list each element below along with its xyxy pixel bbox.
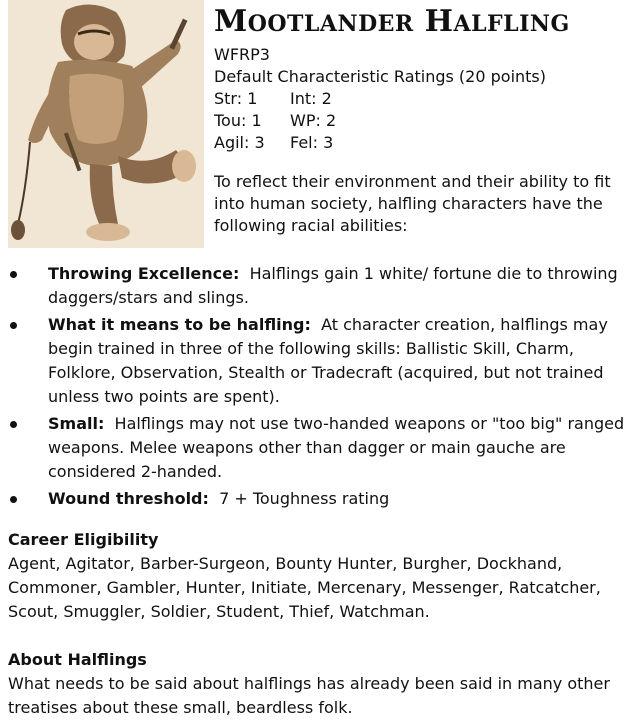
career-text: Agent, Agitator, Barber-Surgeon, Bounty Hunter, Burgher, Dockhand, Commoner, Gambler, Hunter, Initiate, Mercenary, Messenger, Ratcatcher, Scout, Smuggler, Soldier, Student, Thief, Watchman. [8, 554, 601, 621]
stat-str: Str: 1 [214, 89, 258, 108]
about-text: What needs to be said about halflings has already been said in many other treatises about these small, beardless folk. [8, 674, 610, 717]
stats-grid [214, 88, 626, 154]
stat-int: Int: 2 [290, 89, 332, 108]
intro-text: To reflect their environment and their ability to fit into human society, halfling characters have the following racial abilities: [214, 172, 611, 235]
subtitle: Default Characteristic Ratings (20 points) [214, 67, 546, 86]
list-item: Throwing Excellence: Halflings gain 1 white/ fortune die to throwing daggers/stars and slings. [8, 262, 630, 310]
about-section [8, 648, 630, 720]
bullet-icon [10, 322, 17, 329]
bullet-icon [10, 421, 17, 428]
stat-tou: Tou: 1 [214, 111, 262, 130]
list-item: Wound threshold: 7 + Toughness rating [8, 487, 630, 511]
list-item: What it means to be halfling: At character creation, halflings may begin trained in three of the following skills: Ballistic Skill, Charm, Folklore, Observation, Stealth or Tradecraft (acquired, but not trained unless two points are spent). [8, 313, 630, 409]
career-section [8, 528, 630, 624]
bullet-icon [10, 496, 17, 503]
bullet-icon [10, 271, 17, 278]
stat-agil: Agil: 3 [214, 133, 265, 152]
header [214, 2, 626, 253]
stat-wp: WP: 2 [290, 111, 337, 130]
abilities-list [8, 262, 630, 514]
about-heading: About Halflings [8, 650, 147, 669]
system-label: WFRP3 [214, 45, 270, 64]
list-item: Small: Halflings may not use two-handed weapons or "too big" ranged weapons. Melee weapons other than dagger or main gauche are considered 2-handed. [8, 412, 630, 484]
halfling-illustration [8, 0, 204, 248]
stat-fel: Fel: 3 [290, 133, 334, 152]
page-title: MOOTLANDER HALFLING [214, 4, 570, 39]
career-heading: Career Eligibility [8, 530, 159, 549]
